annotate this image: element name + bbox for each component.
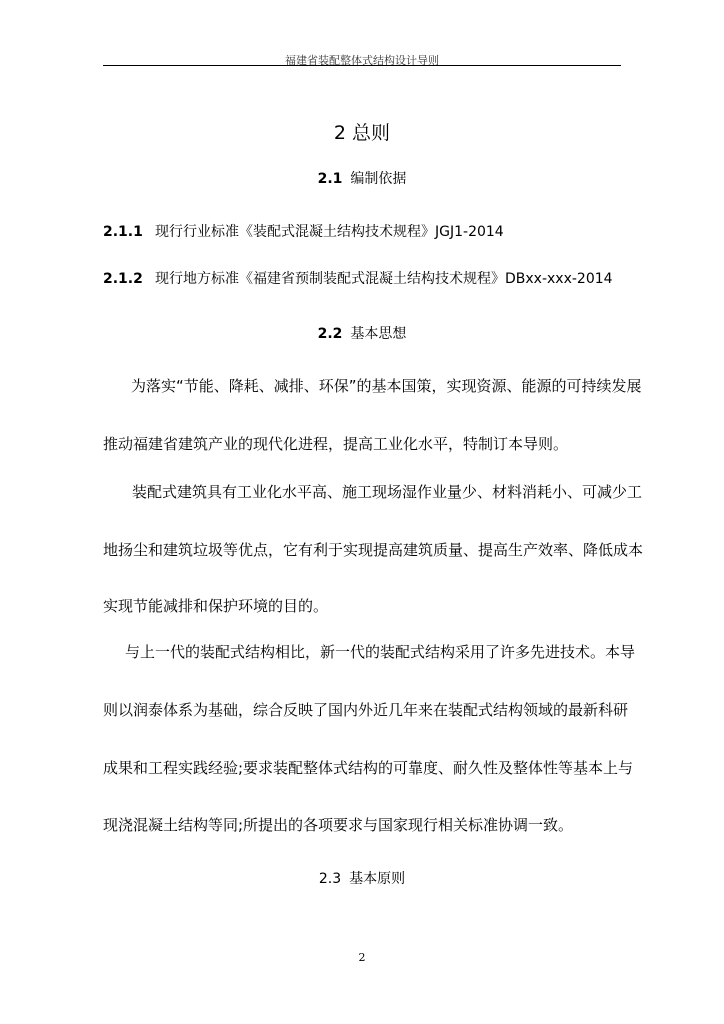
header-divider <box>103 65 621 66</box>
paragraph-line: 装配式建筑具有工业化水平高、施工现场湿作业量少、材料消耗小、可减少工 <box>132 483 643 501</box>
section-2-2-heading <box>0 323 724 343</box>
clause-number: 2.1.2 <box>103 271 143 287</box>
clause-number: 2.1.1 <box>103 224 143 240</box>
paragraph-line: 地扬尘和建筑垃圾等优点，它有利于实现提高建筑质量、提高生产效率、降低成本 <box>103 541 644 559</box>
section-title: 编制依据 <box>350 171 407 187</box>
clause-2-1-1 <box>103 221 504 241</box>
section-number: 2.3 <box>318 871 342 887</box>
section-number: 2.2 <box>317 326 343 342</box>
chapter-title: 2 总则 <box>333 122 391 144</box>
section-title: 基本原则 <box>349 871 406 887</box>
section-2-1-heading <box>0 168 724 188</box>
paragraph-line: 为落实“节能、降耗、减排、环保”的基本国策，实现资源、能源的可持续发展 <box>131 377 642 395</box>
paragraph-line: 现浇混凝土结构等同;所提出的各项要求与国家现行相关标准协调一致。 <box>103 816 574 834</box>
page-number: 2 <box>358 951 366 964</box>
paragraph-line: 则以润泰体系为基础，综合反映了国内外近几年来在装配式结构领域的最新科研 <box>103 701 629 719</box>
paragraph-line: 推动福建省建筑产业的现代化进程，提高工业化水平，特制订本导则。 <box>103 435 569 453</box>
running-header: 福建省装配整体式结构设计导则 <box>285 54 439 67</box>
paragraph-line: 与上一代的装配式结构相比，新一代的装配式结构采用了许多先进技术。本导 <box>125 643 636 661</box>
clause-text: 现行行业标准《装配式混凝土结构技术规程》JGJ1-2014 <box>155 224 504 240</box>
clause-text: 现行地方标准《福建省预制装配式混凝土结构技术规程》DBxx-xxx-2014 <box>155 271 613 287</box>
section-title: 基本思想 <box>350 326 407 342</box>
section-2-3-heading <box>0 868 724 888</box>
paragraph-line: 成果和工程实践经验;要求装配整体式结构的可靠度、耐久性及整体性等基本上与 <box>103 759 634 777</box>
clause-2-1-2 <box>103 268 613 288</box>
section-number: 2.1 <box>317 171 343 187</box>
paragraph-line: 实现节能减排和保护环境的目的。 <box>103 597 329 615</box>
